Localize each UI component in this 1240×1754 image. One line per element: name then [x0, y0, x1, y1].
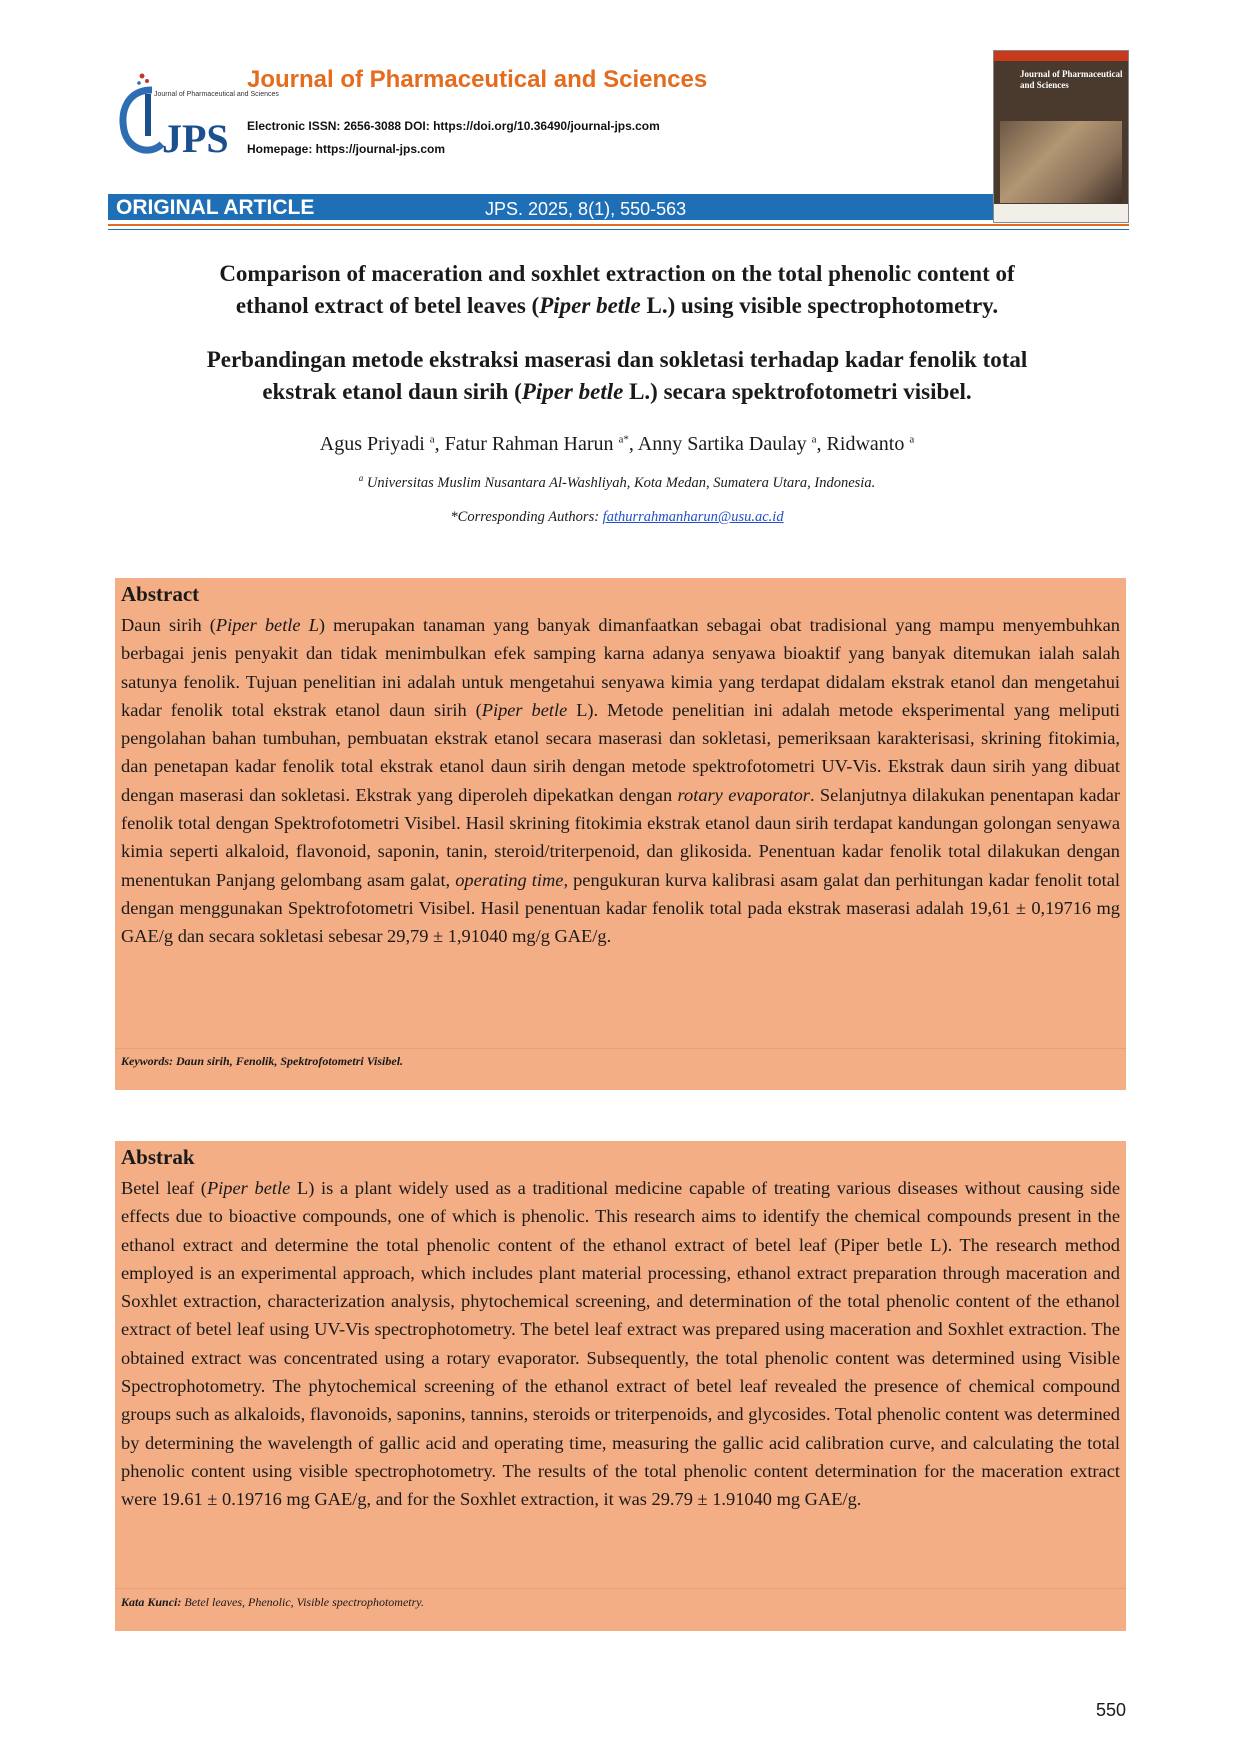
abstract-body: Daun sirih (Piper betle L) merupakan tanaman yang banyak dimanfaatkan sebagai obat tradisional yang mampu menyembuhkan berbagai jenis penyakit dan tidak menimbulkan efek samping karna adanya senyawa bioaktif yang banyak ditemukan ialah salah satunya fenolik. Tujuan penelitian ini adalah untuk mengetahui senyawa kimia yang terdapat didalam ekstrak etanol dan mengetahui kadar fenolik total ekstrak etanol daun sirih (Piper betle L). Metode penelitian ini adalah metode eksperimental yang meliputi pengolahan bahan tumbuhan, pembuatan ekstrak etanol secara maserasi dan sokletasi, pemeriksaan karakterisasi, skrining fitokimia, dan penetapan kadar fenolik total ekstrak etanol daun sirih dengan metode spektrofotometri UV-Vis. Ekstrak daun sirih yang dibuat dengan maserasi dan sokletasi. Ekstrak yang diperoleh dipekatkan dengan rotary evaporator. Selanjutnya dilakukan penentapan kadar fenolik total dengan Spektrofotometri Visibel. Hasil skrining fitokimia ekstrak etanol daun sirih terdapat kandungan golongan senyawa kimia seperti alkaloid, flavonoid, saponin, tanin, steroid/triterpenoid, dan glikosida. Penentuan kadar fenolik total dilakukan dengan menentukan Panjang gelombang asam galat, operating time, pengukuran kurva kalibrasi asam galat dan perhitungan kadar fenolit total dengan menggunakan Spektrofotometri Visibel. Hasil penentuan kadar fenolik total pada ekstrak maserasi adalah 19,61 ± 0,19716 mg GAE/g dan secara sokletasi sebesar 29,79 ± 1,91040 mg/g GAE/g. [121, 615, 1120, 947]
title-en-line-2: ethanol extract of betel leaves (Piper betle L.) using visible spectrophotometry. [235, 293, 999, 318]
title-en-line-1: Comparison of maceration and soxhlet extraction on the total phenolic content of [219, 261, 1015, 286]
keywords-divider [115, 1588, 1126, 1589]
page-number: 550 [1096, 1700, 1127, 1720]
article-type-label: ORIGINAL ARTICLE [116, 196, 315, 219]
keywords-divider [115, 1048, 1126, 1049]
logo-text: Journal of Pharmaceutical and Sciences [154, 91, 279, 98]
journal-cover-image [993, 50, 1129, 223]
abstract-box-indonesian [115, 578, 1126, 1090]
abstract-body: Betel leaf (Piper betle L) is a plant widely used as a traditional medicine capable of treating various diseases without causing side effects due to bioactive compounds, one of which is phenolic. This research aims to identify the chemical compounds present in the ethanol extract and determine the total phenolic content of the ethanol extract of betel leaf (Piper betle L). The research method employed is an experimental approach, which includes plant material processing, ethanol extract preparation through maceration and Soxhlet extraction, characterization analysis, phytochemical screening, and determination of the total phenolic content of the ethanol extract of betel leaf using UV-Vis spectrophotometry. The betel leaf extract was prepared using maceration and Soxhlet extraction. The obtained extract was concentrated using a rotary evaporator. Subsequently, the total phenolic content was determined using Visible Spectrophotometry. The phytochemical screening of the ethanol extract of betel leaf revealed the presence of chemical compound groups such as alkaloids, flavonoids, saponins, tannins, steroids or triterpenoids, and glycosides. Total phenolic content was determined by determining the wavelength of gallic acid and operating time, measuring the gallic acid calibration curve, and calculating the total phenolic content using visible spectrophotometry. The results of the total phenolic content determination for the maceration extract were 19.61 ± 0.19716 mg GAE/g, and for the Soxhlet extraction, it was 29.79 ± 1.91040 mg GAE/g. [121, 1178, 1120, 1510]
title-english [110, 258, 1124, 322]
corresponding-email-link[interactable]: fathurrahmanharun@usu.ac.id [602, 509, 784, 525]
cover-band [994, 51, 1128, 61]
homepage-line[interactable]: Homepage: https://journal-jps.com [247, 142, 446, 156]
corresponding-author: *Corresponding Authors: fathurrahmanharun@usu.ac.id [450, 509, 784, 525]
article-citation: JPS. 2025, 8(1), 550-563 [485, 199, 687, 219]
title-id-line-1: Perbandingan metode ekstraksi maserasi dan sokletasi terhadap kadar fenolik total [206, 347, 1028, 372]
title-id-line-2: ekstrak etanol daun sirih (Piper betle L.) secara spektrofotometri visibel. [262, 379, 972, 404]
header-divider-orange [108, 224, 1129, 226]
cover-title: Journal of Pharmaceutical and Sciences [1020, 69, 1123, 90]
header-divider-blue [108, 229, 1129, 230]
journal-logo [118, 72, 279, 164]
affiliation: $^a$ Universitas Muslim Nusantara Al-Washliyah, Kota Medan, Sumatera Utara, Indonesia. [358, 473, 876, 491]
logo-mark: JPS [162, 116, 229, 161]
keywords: Kata Kunci: Betel leaves, Phenolic, Visible spectrophotometry. [121, 1595, 424, 1609]
title-indonesian [110, 344, 1124, 408]
issn-doi-line[interactable]: Electronic ISSN: 2656-3088 DOI: https://doi.org/10.36490/journal-jps.com [247, 119, 660, 133]
abstract-heading: Abstract [121, 582, 200, 606]
species-name: Piper betle [521, 379, 624, 404]
journal-title[interactable]: Journal of Pharmaceutical and Sciences [247, 66, 708, 93]
cover-photo [1000, 121, 1122, 203]
species-name: Piper betle [539, 293, 641, 318]
abstract-heading: Abstrak [121, 1145, 195, 1169]
cover-footer [994, 204, 1128, 222]
author-list: Agus Priyadi $^a$, Fatur Rahman Harun $^{a*}$, Anny Sartika Daulay $^a$, Ridwanto $^a$ [319, 433, 915, 455]
abstract-box-english [115, 1141, 1126, 1631]
keywords: Keywords: Daun sirih, Fenolik, Spektrofotometri Visibel. [121, 1054, 404, 1068]
